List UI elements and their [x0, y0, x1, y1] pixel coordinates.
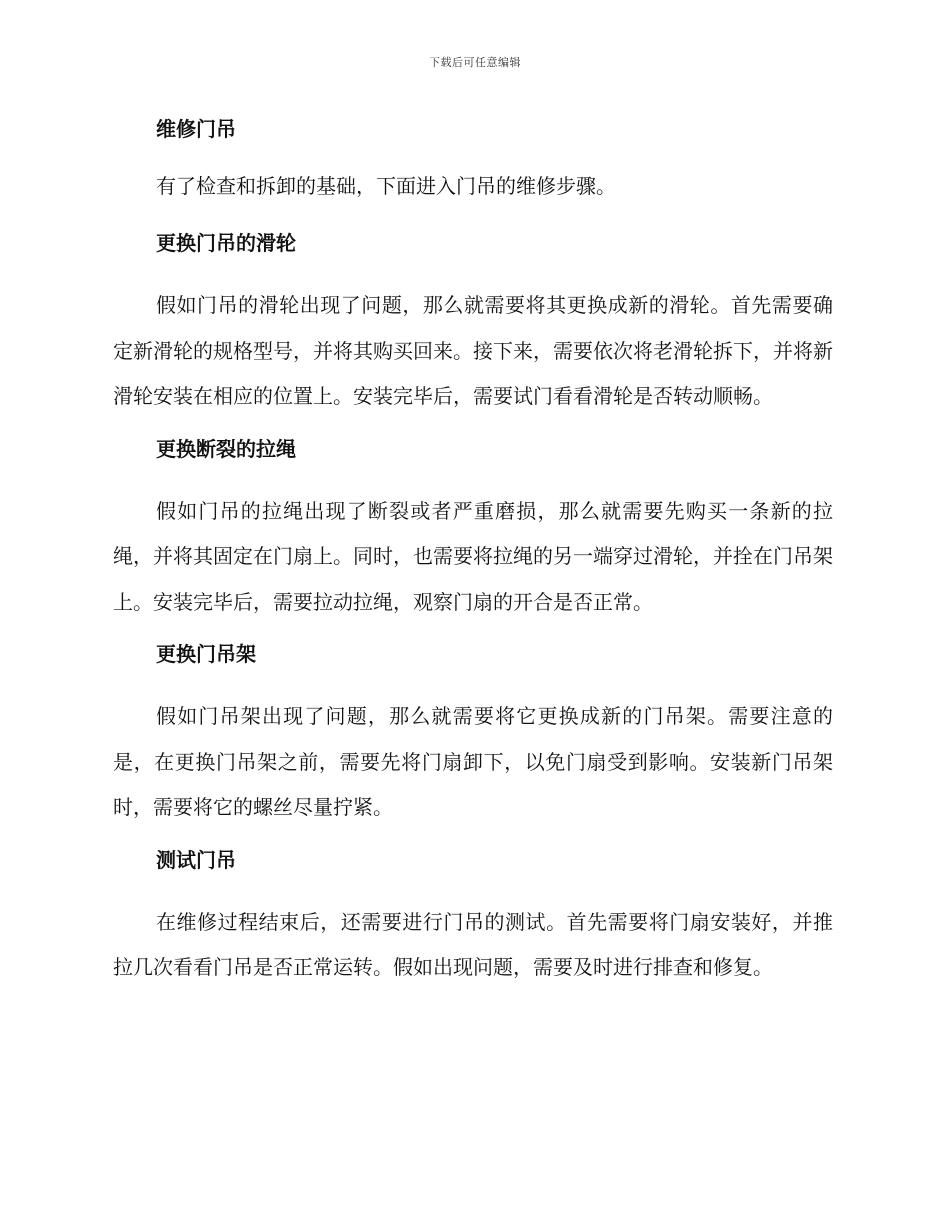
section-heading-pulley: 更换门吊的滑轮 [156, 231, 296, 255]
section-heading-rope: 更换断裂的拉绳 [156, 436, 296, 461]
document-body [113, 112, 833, 1003]
section-heading-test: 测试门吊 [156, 847, 236, 872]
section-paragraph-rope: 假如门吊的拉绳出现了断裂或者严重磨损，那么就需要先购买一条新的拉绳，并将其固定在门扇上。同时，也需要将拉绳的另一端穿过滑轮，并拴在门吊架上。安装完毕后，需要拉动拉绳，观察门扇的开合是否正常。 [113, 498, 833, 614]
section-paragraph-repair: 有了检查和拆卸的基础，下面进入门吊的维修步骤。 [156, 174, 616, 198]
section-heading-frame: 更换门吊架 [156, 642, 256, 666]
section-paragraph-frame: 假如门吊架出现了问题，那么就需要将它更换成新的门吊架。需要注意的是，在更换门吊架之前，需要先将门扇卸下，以免门扇受到影响。安装新门吊架时，需要将它的螺丝尽量拧紧。 [113, 704, 833, 819]
header-note: 下载后可任意编辑 [429, 56, 521, 69]
section-paragraph-pulley: 假如门吊的滑轮出现了问题，那么就需要将其更换成新的滑轮。首先需要确定新滑轮的规格型号，并将其购买回来。接下来，需要依次将老滑轮拆下，并将新滑轮安装在相应的位置上。安装完毕后，需要试门看看滑轮是否转动顺畅。 [113, 293, 833, 408]
section-heading-repair: 维修门吊 [156, 117, 236, 141]
section-paragraph-test: 在维修过程结束后，还需要进行门吊的测试。首先需要将门扇安装好，并推拉几次看看门吊是否正常运转。假如出现问题，需要及时进行排查和修复。 [113, 909, 833, 979]
